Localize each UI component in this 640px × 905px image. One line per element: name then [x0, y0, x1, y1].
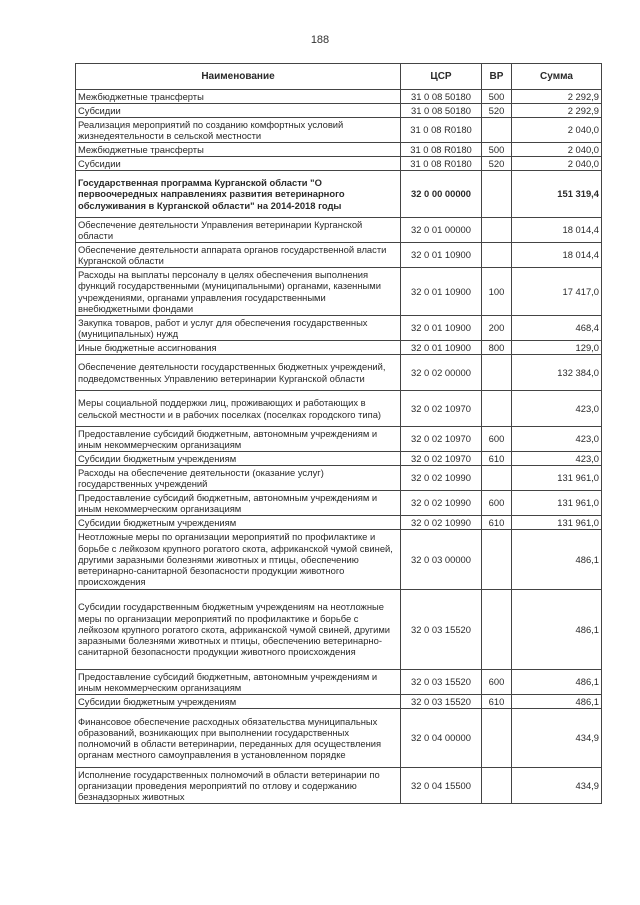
cell-sum: 434,9 [512, 768, 602, 804]
cell-name: Меры социальной поддержки лиц, проживающих и работающих в сельской местности и в рабочих поселках (поселках городского типа) [76, 391, 401, 427]
cell-csr: 31 0 08 R0180 [401, 143, 482, 157]
cell-csr: 32 0 00 00000 [401, 171, 482, 218]
cell-csr: 31 0 08 50180 [401, 104, 482, 118]
cell-csr: 32 0 02 10970 [401, 427, 482, 452]
cell-csr: 32 0 03 15520 [401, 670, 482, 695]
cell-sum: 434,9 [512, 709, 602, 768]
table-row [76, 427, 602, 452]
cell-name: Расходы на выплаты персоналу в целях обеспечения выполнения функций государственными (муниципальными) органами, казенными учреждениями, органами управления государственными внебюджетными фондами [76, 268, 401, 316]
cell-sum: 132 384,0 [512, 355, 602, 391]
cell-sum: 423,0 [512, 391, 602, 427]
cell-vr: 100 [482, 268, 512, 316]
cell-vr: 600 [482, 427, 512, 452]
cell-csr: 32 0 04 15500 [401, 768, 482, 804]
cell-csr: 32 0 01 10900 [401, 341, 482, 355]
table-row [76, 157, 602, 171]
cell-sum: 131 961,0 [512, 491, 602, 516]
cell-sum: 18 014,4 [512, 218, 602, 243]
cell-sum: 18 014,4 [512, 243, 602, 268]
table-body [76, 90, 602, 804]
cell-vr [482, 768, 512, 804]
cell-name: Иные бюджетные ассигнования [76, 341, 401, 355]
cell-name: Обеспечение деятельности Управления ветеринарии Курганской области [76, 218, 401, 243]
table-row [76, 355, 602, 391]
cell-vr: 800 [482, 341, 512, 355]
table-row [76, 171, 602, 218]
cell-sum: 17 417,0 [512, 268, 602, 316]
cell-vr: 500 [482, 143, 512, 157]
cell-vr: 200 [482, 316, 512, 341]
cell-name: Обеспечение деятельности государственных бюджетных учреждений, подведомственных Управлению ветеринарии Курганской области [76, 355, 401, 391]
cell-csr: 32 0 03 15520 [401, 590, 482, 670]
cell-csr: 32 0 04 00000 [401, 709, 482, 768]
header-vr: ВР [482, 64, 512, 90]
table-row [76, 391, 602, 427]
table-row [76, 341, 602, 355]
cell-sum: 2 040,0 [512, 157, 602, 171]
cell-sum: 2 292,9 [512, 90, 602, 104]
cell-sum: 486,1 [512, 670, 602, 695]
cell-name: Субсидии бюджетным учреждениям [76, 516, 401, 530]
table-row [76, 104, 602, 118]
table-row [76, 90, 602, 104]
cell-sum: 2 040,0 [512, 143, 602, 157]
cell-name: Обеспечение деятельности аппарата органов государственной власти Курганской области [76, 243, 401, 268]
table-row [76, 590, 602, 670]
table-header-row [76, 64, 602, 90]
cell-csr: 32 0 01 10900 [401, 268, 482, 316]
table-row [76, 695, 602, 709]
cell-sum: 2 040,0 [512, 118, 602, 143]
table-row [76, 466, 602, 491]
cell-vr [482, 171, 512, 218]
cell-name: Государственная программа Курганской области "О первоочередных направлениях развития ветеринарного обслуживания в Курганской области" на 2014-2018 годы [76, 171, 401, 218]
budget-table [75, 63, 602, 804]
table-row [76, 491, 602, 516]
page-number: 188 [310, 34, 330, 46]
table-row [76, 118, 602, 143]
cell-name: Неотложные меры по организации мероприятий по профилактике и борьбе с лейкозом крупного рогатого скота, африканской чумой свиней, другими заразными болезнями животных и птицы, обеспечению ветеринарно-санитарной безопасности продукции животного происхождения [76, 530, 401, 590]
cell-csr: 32 0 03 15520 [401, 695, 482, 709]
cell-vr: 520 [482, 104, 512, 118]
header-sum: Сумма [512, 64, 602, 90]
cell-vr: 520 [482, 157, 512, 171]
header-csr: ЦСР [401, 64, 482, 90]
cell-csr: 32 0 01 00000 [401, 218, 482, 243]
cell-vr [482, 530, 512, 590]
cell-vr [482, 391, 512, 427]
cell-name: Межбюджетные трансферты [76, 90, 401, 104]
cell-vr [482, 243, 512, 268]
cell-vr [482, 218, 512, 243]
cell-vr: 600 [482, 491, 512, 516]
cell-csr: 32 0 02 10970 [401, 452, 482, 466]
cell-csr: 32 0 02 10990 [401, 466, 482, 491]
cell-sum: 131 961,0 [512, 516, 602, 530]
cell-csr: 32 0 02 10970 [401, 391, 482, 427]
cell-csr: 32 0 02 10990 [401, 491, 482, 516]
header-name: Наименование [76, 64, 401, 90]
table-row [76, 143, 602, 157]
cell-sum: 468,4 [512, 316, 602, 341]
cell-vr: 500 [482, 90, 512, 104]
cell-name: Субсидии [76, 104, 401, 118]
table-row [76, 516, 602, 530]
cell-csr: 32 0 01 10900 [401, 243, 482, 268]
cell-sum: 129,0 [512, 341, 602, 355]
cell-vr [482, 466, 512, 491]
cell-csr: 32 0 02 00000 [401, 355, 482, 391]
cell-name: Предоставление субсидий бюджетным, автономным учреждениям и иным некоммерческим организациям [76, 427, 401, 452]
cell-name: Субсидии бюджетным учреждениям [76, 452, 401, 466]
cell-name: Закупка товаров, работ и услуг для обеспечения государственных (муниципальных) нужд [76, 316, 401, 341]
cell-sum: 423,0 [512, 427, 602, 452]
cell-vr [482, 118, 512, 143]
cell-vr: 610 [482, 452, 512, 466]
cell-name: Исполнение государственных полномочий в области ветеринарии по организации проведения мероприятий по отлову и содержанию безнадзорных животных [76, 768, 401, 804]
cell-name: Субсидии государственным бюджетным учреждениям на неотложные меры по организации мероприятий по профилактике и борьбе с лейкозом крупного рогатого скота, африканской чумой свиней, другими заразными болезнями животных и птицы, обеспечению ветеринарно-санитарной безопасности продукции животного происхождения [76, 590, 401, 670]
cell-csr: 32 0 01 10900 [401, 316, 482, 341]
cell-sum: 131 961,0 [512, 466, 602, 491]
cell-sum: 151 319,4 [512, 171, 602, 218]
table-row [76, 268, 602, 316]
cell-name: Межбюджетные трансферты [76, 143, 401, 157]
cell-csr: 32 0 02 10990 [401, 516, 482, 530]
table-row [76, 243, 602, 268]
table-row [76, 670, 602, 695]
table-row [76, 452, 602, 466]
cell-vr [482, 590, 512, 670]
cell-sum: 486,1 [512, 590, 602, 670]
cell-csr: 31 0 08 R0180 [401, 157, 482, 171]
cell-name: Субсидии [76, 157, 401, 171]
cell-csr: 32 0 03 00000 [401, 530, 482, 590]
table-row [76, 768, 602, 804]
cell-csr: 31 0 08 50180 [401, 90, 482, 104]
cell-sum: 2 292,9 [512, 104, 602, 118]
cell-csr: 31 0 08 R0180 [401, 118, 482, 143]
cell-vr [482, 709, 512, 768]
cell-name: Предоставление субсидий бюджетным, автономным учреждениям и иным некоммерческим организациям [76, 670, 401, 695]
cell-name: Финансовое обеспечение расходных обязательства муниципальных образований, возникающих при выполнении государственных полномочий в области ветеринарии, переданных для осуществления органам местного самоуправления в установленном порядке [76, 709, 401, 768]
cell-name: Реализация мероприятий по созданию комфортных условий жизнедеятельности в сельской местности [76, 118, 401, 143]
cell-vr: 610 [482, 516, 512, 530]
cell-vr: 610 [482, 695, 512, 709]
cell-name: Предоставление субсидий бюджетным, автономным учреждениям и иным некоммерческим организациям [76, 491, 401, 516]
table-row [76, 316, 602, 341]
cell-sum: 486,1 [512, 530, 602, 590]
cell-name: Субсидии бюджетным учреждениям [76, 695, 401, 709]
table-row [76, 218, 602, 243]
cell-sum: 423,0 [512, 452, 602, 466]
table-row [76, 709, 602, 768]
cell-sum: 486,1 [512, 695, 602, 709]
cell-name: Расходы на обеспечение деятельности (оказание услуг) государственных учреждений [76, 466, 401, 491]
table-row [76, 530, 602, 590]
cell-vr: 600 [482, 670, 512, 695]
cell-vr [482, 355, 512, 391]
